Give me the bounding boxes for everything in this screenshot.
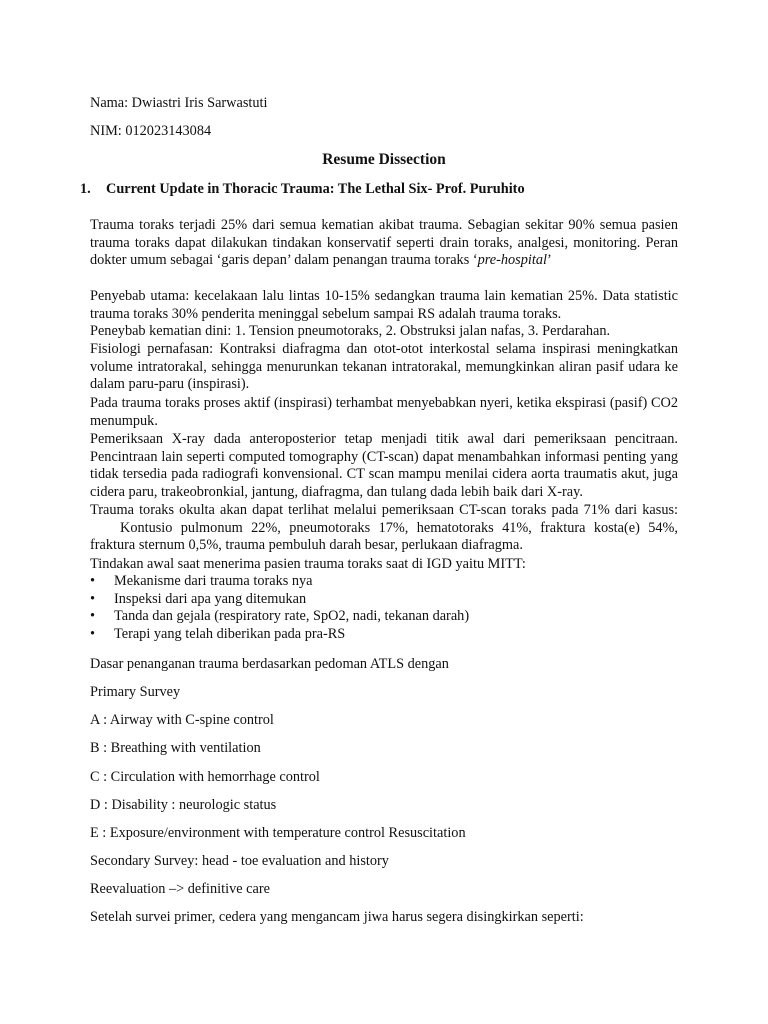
paragraph-intro-text: Trauma toraks terjadi 25% dari semua kematian akibat trauma. Sebagian sekitar 90% semua pasien trauma toraks dapat dilakukan tindakan konservatif seperti drain toraks, analgesi, monitoring. Peran dokter umum sebagai ‘garis depan’ dalam penangan trauma toraks ‘	[90, 217, 678, 269]
list-item: • Tanda dan gejala (respiratory rate, SpO2, nadi, tekanan darah)	[90, 608, 469, 626]
mitt-list	[90, 573, 469, 643]
paragraph-intro-end: ’	[546, 252, 552, 269]
line-circulation: C : Circulation with hemorrhage control	[90, 769, 320, 785]
section-heading	[80, 180, 525, 198]
list-item: • Inspeksi dari apa yang ditemukan	[90, 591, 469, 609]
line-breathing: B : Breathing with ventilation	[90, 740, 261, 756]
line-primary-survey: Primary Survey	[90, 684, 181, 700]
paragraph-intro-italic: pre-hospital	[477, 252, 547, 269]
paragraph-xray: Pemeriksaan X-ray dada anteroposterior tetap menjadi titik awal dari pemeriksaan pencitraan. Pencintraan lain seperti computed tomography (CT-scan) dapat menambahkan informasi penting yang tidak tersedia pada radiografi konvensional. CT scan mampu menilai cidera aorta traumatis akut, juga cidera paru, trakeobronkial, jantung, diafragma, dan tulang dada lebih baik dari X-ray.	[90, 431, 678, 500]
paragraph-proses-aktif: Pada trauma toraks proses aktif (inspirasi) terhambat menyebabkan nyeri, ketika ekspirasi (pasif) CO2 menumpuk.	[90, 395, 678, 429]
line-setelah: Setelah survei primer, cedera yang mengancam jiwa harus segera disingkirkan seperti:	[90, 909, 584, 925]
line-dasar: Dasar penanganan trauma berdasarkan pedoman ATLS dengan	[90, 656, 449, 672]
list-item: • Terapi yang telah diberikan pada pra-RS	[90, 626, 469, 644]
paragraph-okulta-part1: Trauma toraks okulta akan dapat terlihat melalui pemeriksaan CT-scan toraks pada 71% dari kasus:	[90, 502, 678, 518]
paragraph-mitt: Tindakan awal saat menerima pasien trauma toraks saat di IGD yaitu MITT:	[90, 556, 526, 572]
line-disability: D : Disability : neurologic status	[90, 797, 277, 813]
student-nim: NIM: 012023143084	[90, 123, 212, 139]
paragraph-okulta-part2: Kontusio pulmonum 22%, pneumotoraks 17%, hematotoraks 41%, fraktura kosta(e) 54%, fraktura sternum 0,5%, trauma pembuluh darah besar, perlukaan diafragma.	[90, 519, 678, 554]
student-name: Nama: Dwiastri Iris Sarwastuti	[90, 95, 268, 111]
line-exposure: E : Exposure/environment with temperature control Resuscitation	[90, 825, 466, 841]
list-item: • Mekanisme dari trauma toraks nya	[90, 573, 469, 591]
paragraph-okulta	[90, 502, 678, 555]
paragraph-fisiologi: Fisiologi pernafasan: Kontraksi diafragma dan otot-otot interkostal selama inspirasi meningkatkan volume intratorakal, sehingga menurunkan tekanan intratorakal, memungkinkan aliran pasif udara ke dalam paru-paru (inspirasi).	[90, 341, 678, 393]
line-reevaluation: Reevaluation –> definitive care	[90, 881, 270, 897]
paragraph-kematian-dini: Peneybab kematian dini: 1. Tension pneumotoraks, 2. Obstruksi jalan nafas, 3. Perdarahan.	[90, 323, 611, 339]
section-title: Current Update in Thoracic Trauma: The Lethal Six- Prof. Puruhito	[106, 181, 525, 197]
line-airway: A : Airway with C-spine control	[90, 712, 274, 728]
line-secondary-survey: Secondary Survey: head - toe evaluation and history	[90, 853, 389, 869]
paragraph-intro	[90, 217, 678, 270]
paragraph-penyebab: Penyebab utama: kecelakaan lalu lintas 10-15% sedangkan trauma lain kematian 25%. Data statistic trauma toraks 30% penderita meninggal sebelum sampai RS adalah trauma toraks.	[90, 288, 678, 322]
document-title: Resume Dissection	[322, 151, 446, 168]
section-number: 1.	[80, 181, 91, 197]
